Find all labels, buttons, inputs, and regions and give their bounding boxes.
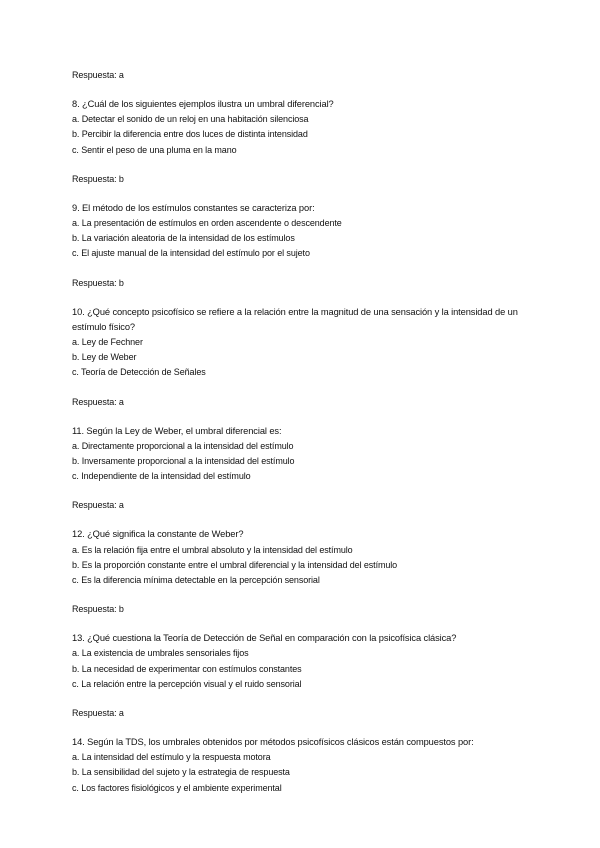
answer-line: Respuesta: a: [72, 396, 124, 407]
question-text: 9. El método de los estímulos constantes se caracteriza por:: [72, 202, 315, 213]
option-b: b. La necesidad de experimentar con estímulos constantes: [72, 663, 302, 674]
question-text: 8. ¿Cuál de los siguientes ejemplos ilustra un umbral diferencial?: [72, 99, 334, 109]
question-text: 12. ¿Qué significa la constante de Weber?: [72, 529, 244, 540]
option-c: c. Independiente de la intensidad del estímulo: [72, 471, 251, 482]
option-a: a. La presentación de estímulos en orden ascendente o descendente: [72, 218, 342, 229]
question-text: 14. Según la TDS, los umbrales obtenidos por métodos psicofísicos clásicos están compuestos por:: [72, 737, 474, 748]
option-b: b. La sensibilidad del sujeto y la estrategia de respuesta: [72, 767, 290, 778]
question-block: [72, 735, 532, 796]
option-c: c. Sentir el peso de una pluma en la mano: [72, 144, 237, 155]
answer-line: Respuesta: b: [72, 277, 124, 288]
option-c: c. El ajuste manual de la intensidad del estímulo por el sujeto: [72, 248, 310, 259]
option-b: b. Percibir la diferencia entre dos luces de distinta intensidad: [72, 129, 308, 140]
option-a: a. Directamente proporcional a la intensidad del estímulo: [72, 440, 294, 451]
option-a: a. Es la relación fija entre el umbral absoluto y la intensidad del estímulo: [72, 544, 353, 555]
option-c: c. Teoría de Detección de Señales: [72, 367, 206, 378]
document-page: [72, 68, 532, 796]
question-block: [72, 201, 532, 305]
question-block: [72, 631, 532, 735]
question-text: 13. ¿Qué cuestiona la Teoría de Detección de Señal en comparación con la psicofísica clásica?: [72, 633, 457, 644]
answer-line: Respuesta: a: [72, 70, 124, 80]
question-text: 10. ¿Qué concepto psicofísico se refiere a la relación entre la magnitud de una sensación y la intensidad de un estímulo físico?: [72, 306, 518, 332]
option-a: a. La existencia de umbrales sensoriales fijos: [72, 648, 249, 659]
option-b: b. La variación aleatoria de la intensidad de los estímulos: [72, 233, 295, 244]
question-block: [72, 305, 532, 424]
answer-line: Respuesta: b: [72, 604, 124, 615]
option-b: b. Inversamente proporcional a la intensidad del estímulo: [72, 456, 295, 467]
option-a: a. Ley de Fechner: [72, 337, 143, 348]
option-a: a. La intensidad del estímulo y la respuesta motora: [72, 752, 271, 763]
option-a: a. Detectar el sonido de un reloj en una habitación silenciosa: [72, 114, 309, 125]
answer-line: Respuesta: a: [72, 708, 124, 719]
option-c: c. Los factores fisiológicos y el ambiente experimental: [72, 782, 282, 793]
answer-line: Respuesta: b: [72, 173, 124, 184]
option-b: b. Ley de Weber: [72, 352, 137, 363]
option-b: b. Es la proporción constante entre el umbral diferencial y la intensidad del estímulo: [72, 559, 398, 570]
spacer: [72, 83, 532, 97]
option-c: c. Es la diferencia mínima detectable en la percepción sensorial: [72, 575, 320, 586]
option-c: c. La relación entre la percepción visual y el ruido sensorial: [72, 678, 302, 689]
question-block: [72, 97, 532, 201]
question-block: [72, 424, 532, 528]
answer-line: Respuesta: a: [72, 500, 124, 511]
question-text: 11. Según la Ley de Weber, el umbral diferencial es:: [72, 425, 282, 436]
question-block: [72, 527, 532, 631]
